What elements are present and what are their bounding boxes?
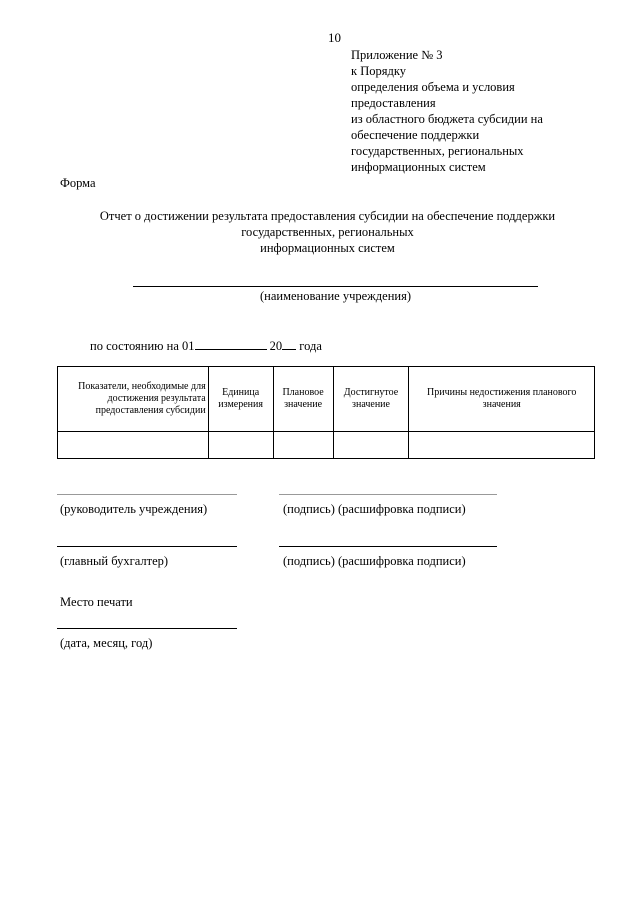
table-cell[interactable] <box>208 432 273 459</box>
table-cell[interactable] <box>409 432 595 459</box>
stamp-place: Место печати <box>60 595 133 609</box>
table-cell[interactable] <box>273 432 333 459</box>
page-number: 10 <box>328 30 341 45</box>
appendix-line: информационных систем <box>351 160 486 174</box>
as-of-month-blank[interactable] <box>195 337 267 350</box>
head-caption: (руководитель учреждения) <box>60 502 208 516</box>
as-of-date <box>90 337 322 354</box>
column-header-achieved: Достигнутое значение <box>333 367 409 432</box>
title-line: Отчет о достижении результата предоставления субсидии на обеспечение поддержки <box>99 209 556 223</box>
accountant-signature-line[interactable] <box>57 546 237 547</box>
appendix-line: к Порядку <box>351 64 406 78</box>
head-signature-line[interactable] <box>57 494 237 495</box>
head-sign-decoding-line[interactable] <box>279 494 497 495</box>
column-header-unit: Единица измерения <box>208 367 273 432</box>
accountant-sign-decoding-line[interactable] <box>279 546 497 547</box>
column-header-planned: Плановое значение <box>273 367 333 432</box>
accountant-sign-caption: (подпись) (расшифровка подписи) <box>283 554 466 568</box>
table-cell[interactable] <box>333 432 409 459</box>
column-header-reasons: Причины недостижения планового значения <box>409 367 595 432</box>
as-of-year-prefix: 20 <box>269 339 283 353</box>
title-line: государственных, региональных <box>241 225 414 239</box>
institution-name-line[interactable] <box>133 286 538 287</box>
accountant-caption: (главный бухгалтер) <box>60 554 169 568</box>
appendix-line: обеспечение поддержки <box>351 128 480 142</box>
date-caption: (дата, месяц, год) <box>60 636 153 650</box>
appendix-line: из областного бюджета субсидии на <box>351 112 543 126</box>
appendix-line: государственных, региональных <box>351 144 524 158</box>
report-table <box>57 366 595 459</box>
form-label: Форма <box>60 176 96 190</box>
report-title <box>60 208 595 256</box>
appendix-line: Приложение № 3 <box>351 48 443 62</box>
table-cell[interactable] <box>58 432 209 459</box>
appendix-header <box>351 47 611 175</box>
appendix-line: предоставления <box>351 96 436 110</box>
appendix-line: определения объема и условия <box>351 80 515 94</box>
as-of-year-blank[interactable] <box>282 337 296 350</box>
as-of-suffix: года <box>299 339 322 353</box>
date-line[interactable] <box>57 628 237 629</box>
table-row <box>58 432 595 459</box>
column-header-indicators: Показатели, необходимые для достижения результата предоставления субсидии <box>58 367 209 432</box>
title-line: информационных систем <box>260 241 395 255</box>
as-of-prefix: по состоянию на 01 <box>90 339 195 353</box>
table-header-row <box>58 367 595 432</box>
institution-caption: (наименование учреждения) <box>260 289 411 303</box>
head-sign-caption: (подпись) (расшифровка подписи) <box>283 502 466 516</box>
